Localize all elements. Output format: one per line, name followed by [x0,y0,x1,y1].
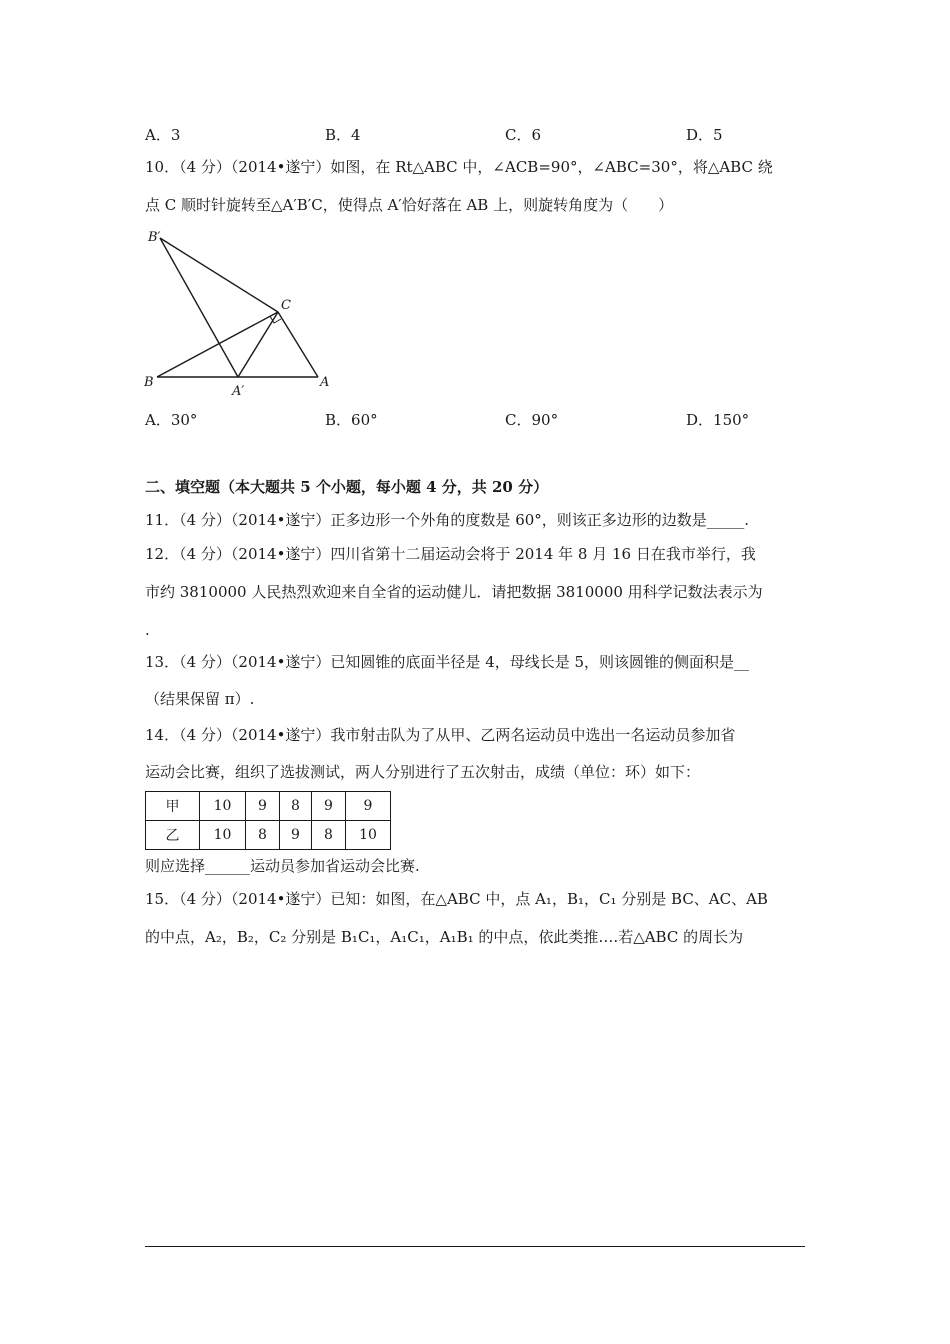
table-row [146,821,391,850]
score-cell: 10 [200,792,246,821]
q15-text-line2: 的中点，A₂，B₂，C₂ 分别是 B₁C₁，A₁C₁，A₁B₁ 的中点，依此类推….若△ABC 的周长为 [145,928,744,946]
q14-text-line1: 14．（4 分）（2014•遂宁）我市射击队为了从甲、乙两名运动员中选出一名运动员参加省 [145,726,736,744]
score-cell: 9 [346,792,391,821]
footer-divider [145,1246,805,1247]
label-a: A [320,375,330,390]
segment-ca [278,312,318,377]
q13-text-line2: （结果保留 π）. [145,690,255,708]
q10-option-b: B．60° [325,411,378,429]
score-cell: 10 [346,821,391,850]
q10-option-a: A．30° [145,411,198,429]
q9-option-d: D．5 [686,126,723,144]
q12-text-line2: 市约 3810000 人民热烈欢迎来自全省的运动健儿．请把数据 3810000 用科学记数法表示为 [145,583,763,601]
q9-option-a: A．3 [145,126,181,144]
score-cell: 8 [280,792,312,821]
q14-text-line2: 运动会比赛，组织了选拔测试，两人分别进行了五次射击，成绩（单位：环）如下： [145,763,701,781]
athlete-name: 乙 [146,821,200,850]
score-cell: 8 [246,821,280,850]
score-cell: 8 [312,821,346,850]
q9-option-b: B．4 [325,126,361,144]
table-row [146,792,391,821]
q10-text-line2: 点 C 顺时针旋转至△A′B′C，使得点 A′恰好落在 AB 上，则旋转角度为（ ） [145,196,674,214]
segment-bprime-aprime [160,238,238,377]
athlete-name: 甲 [146,792,200,821]
segment-bc [157,312,278,377]
score-cell: 10 [200,821,246,850]
q10-option-c: C．90° [505,411,559,429]
q11-text: 11．（4 分）（2014•遂宁）正多边形一个外角的度数是 60°，则该正多边形的边数是_____. [145,511,750,529]
score-cell: 9 [280,821,312,850]
q10-text-line1: 10．（4 分）（2014•遂宁）如图，在 Rt△ABC 中，∠ACB=90°，∠ABC=30°，将△ABC 绕 [145,158,773,176]
score-cell: 9 [312,792,346,821]
q10-option-d: D．150° [686,411,750,429]
label-c: C [281,298,291,313]
q14-text-line3: 则应选择______运动员参加省运动会比赛. [145,857,420,875]
section-heading: 二、填空题（本大题共 5 个小题，每小题 4 分，共 20 分） [145,478,549,496]
q9-option-c: C．6 [505,126,542,144]
q13-text-line1: 13．（4 分）（2014•遂宁）已知圆锥的底面半径是 4，母线长是 5，则该圆锥的侧面积是__ [145,653,750,671]
label-b: B [144,375,154,390]
q12-text-line3: . [145,621,150,639]
q10-triangle-figure [140,228,340,403]
q15-text-line1: 15．（4 分）（2014•遂宁）已知：如图，在△ABC 中，点 A₁，B₁，C₁ 分别是 BC、AC、AB [145,890,768,908]
q12-text-line1: 12．（4 分）（2014•遂宁）四川省第十二届运动会将于 2014 年 8 月 16 日在我市举行，我 [145,545,756,563]
score-cell: 9 [246,792,280,821]
segment-bprime-c [160,238,278,312]
segment-aprime-c [238,312,278,377]
label-a-prime: A′ [232,384,245,399]
label-b-prime: B′ [148,230,161,245]
score-table [145,791,391,850]
